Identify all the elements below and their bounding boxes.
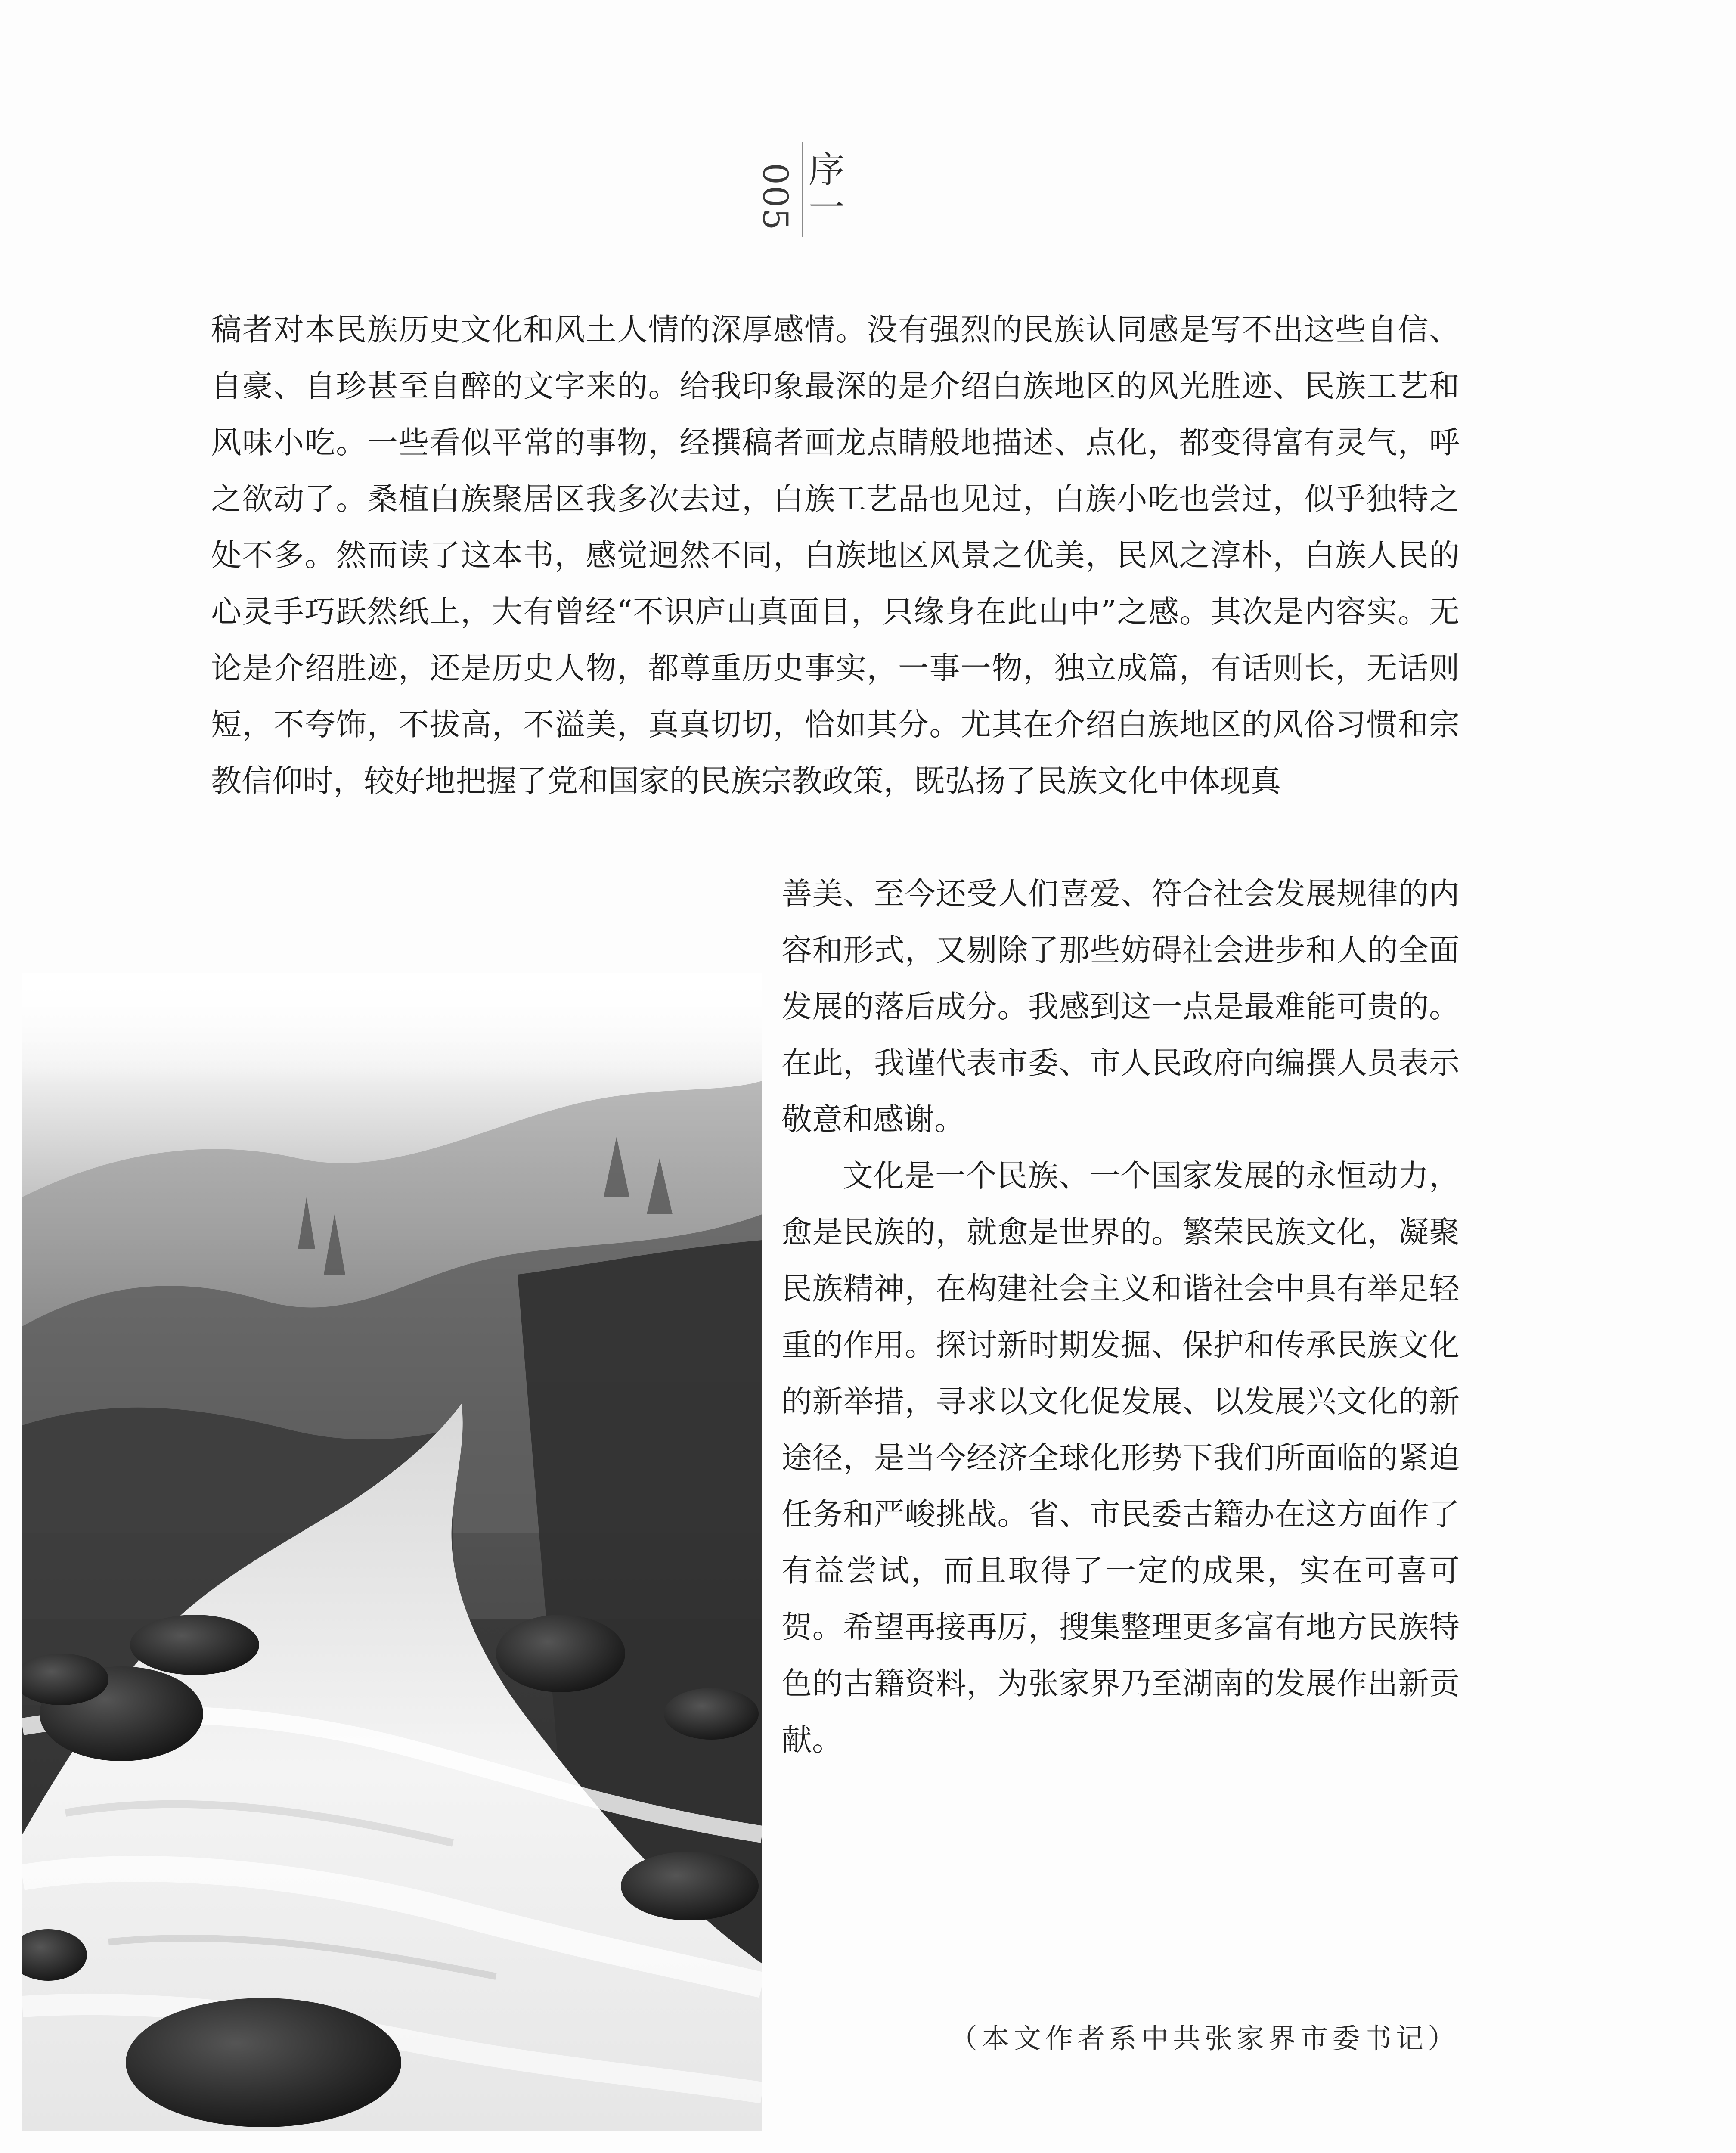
page-number: 005 (755, 163, 795, 231)
paragraph-column-continuation: 善美、至今还受人们喜爱、符合社会发展规律的内容和形式，又剔除了那些妨碍社会进步和人的全面发展的落后成分。我感到这一点是最难能可贵的。在此，我谨代表市委、市人民政府向编撰人员表示敬意和感谢。 (781, 876, 1460, 1137)
paragraph-two: 文化是一个民族、一个国家发展的永恒动力，愈是民族的，就愈是世界的。繁荣民族文化，凝聚民族精神，在构建社会主义和谐社会中具有举足轻重的作用。探讨新时期发掘、保护和传承民族文化的新举措，寻求以文化促发展、以发展兴文化的新途径，是当今经济全球化形势下我们所面临的紧迫任务和严峻挑战。省、市民委古籍办在这方面作了有益尝试，而且取得了一定的成果，实在可喜可贺。希望再接再厉，搜集整理更多富有地方民族特色的古籍资料，为张家界乃至湖南的发展作出新贡献。 (781, 1158, 1460, 1758)
river-photo-image (22, 973, 762, 2131)
paragraph-full-width: 稿者对本民族历史文化和风土人情的深厚感情。没有强烈的民族认同感是写不出这些自信、自豪、自珍甚至自醉的文字来的。给我印象最深的是介绍白族地区的风光胜迹、民族工艺和风味小吃。一些看似平常的事物，经撰稿者画龙点睛般地描述、点化，都变得富有灵气，呼之欲动了。桑植白族聚居区我多次去过，白族工艺品也见过，白族小吃也尝过，似乎独特之处不多。然而读了这本书，感觉迥然不同，白族地区风景之优美，民风之淳朴，白族人民的心灵手巧跃然纸上，大有曾经“不识庐山真面目，只缘身在此山中”之感。其次是内容实。无论是介绍胜迹，还是历史人物，都尊重历史事实，一事一物，独立成篇，有话则长，无话则短，不夸饰，不拔高，不溢美，真真切切，恰如其分。尤其在介绍白族地区的风俗习惯和宗教信仰时，较好地把握了党和国家的民族宗教政策，既弘扬了民族文化中体现真 (211, 312, 1460, 799)
chapter-title: 序一 (809, 149, 845, 229)
header-divider (802, 142, 803, 237)
river-photo (22, 973, 762, 2131)
author-note: （本文作者系中共张家界市委书记） (950, 2023, 1460, 2055)
text-column (781, 866, 1460, 1768)
running-head (753, 142, 883, 250)
